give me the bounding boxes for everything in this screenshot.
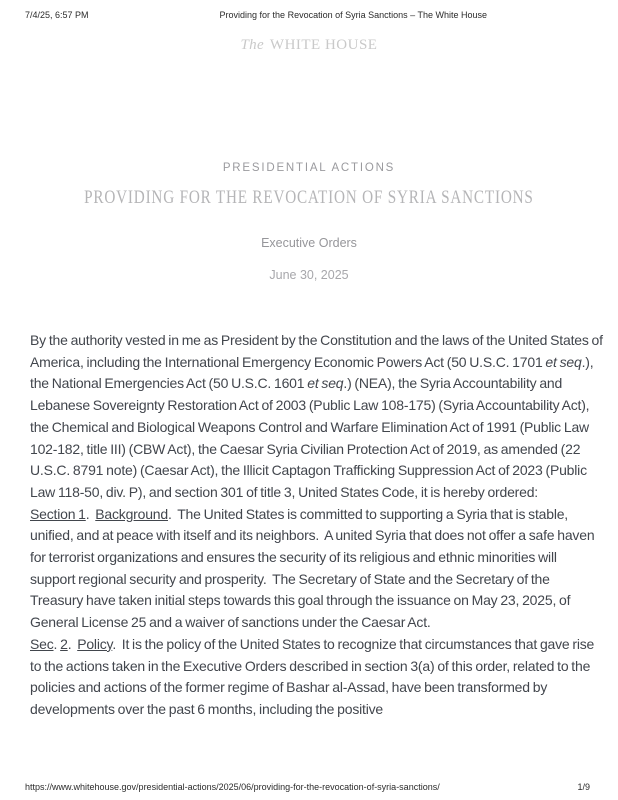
body-paragraph: Sec. 2. Policy. It is the policy of the United States to recognize that circumstances that gave rise to the actions taken in the Executive Orders described in section 3(a) of this order, related to the policies and actions of the former regime of Bashar al-Assad, have been transformed by developments over the past 6 months, including the positive (30, 635, 598, 717)
whitehouse-logo (0, 37, 618, 54)
print-url: https://www.whitehouse.gov/presidential-actions/2025/06/providing-for-the-revocation-of-syria-sanctions/ (25, 782, 440, 792)
logo-wordmark: WHITE HOUSE (269, 37, 378, 53)
article-body (0, 330, 618, 721)
article-title-wrap (0, 187, 618, 209)
body-paragraph: Section 1. Background. The United States is committed to supporting a Syria that is stable, unified, and at peace with itself and its neighbors. A united Syria that does not offer a safe haven for terrorist organizations and ensures the security of its religious and ethnic minorities will support regional security and prosperity. The Secretary of State and the Secretary of the Treasury have taken initial steps towards this goal through the issuance on May 23, 2025, of General License 25 and a waiver of sanctions under the Caesar Act. (30, 505, 598, 631)
presidential-actions-label: PRESIDENTIAL ACTIONS (222, 162, 396, 174)
article-header (0, 162, 618, 282)
print-doc-title: Providing for the Revocation of Syria Sanctions – The White House (219, 10, 488, 20)
print-footer (25, 782, 590, 792)
print-datetime: 7/4/25, 6:57 PM (25, 10, 89, 20)
print-page-number: 1/9 (577, 782, 590, 792)
logo-the: The (240, 37, 264, 53)
body-paragraph: By the authority vested in me as President by the Constitution and the laws of the United States of America, including the International Emergency Economic Powers Act (50 U.S.C. 1701 et seq.), the National Emergencies Act (50 U.S.C. 1601 et seq.) (NEA), the Syria Accountability and Lebanese Sovereignty Restoration Act of 2003 (Public Law 108-175) (Syria Accountability Act), the Chemical and Biological Weapons Control and Warfare Elimination Act of 1991 (Public Law 102-182, title III) (CBW Act), the Caesar Syria Civilian Protection Act of 2019, as amended (22 U.S.C. 8791 note) (Caesar Act), the Illicit Captagon Trafficking Suppression Act of 2023 (Public Law 118-50, div. P), and section 301 of title 3, United States Code, it is hereby ordered: (30, 332, 605, 500)
article-category: Executive Orders (261, 236, 357, 250)
article-title: PROVIDING FOR THE REVOCATION OF SYRIA SANCTIONS (84, 187, 534, 208)
print-header (0, 10, 618, 20)
article-date: June 30, 2025 (269, 268, 349, 282)
